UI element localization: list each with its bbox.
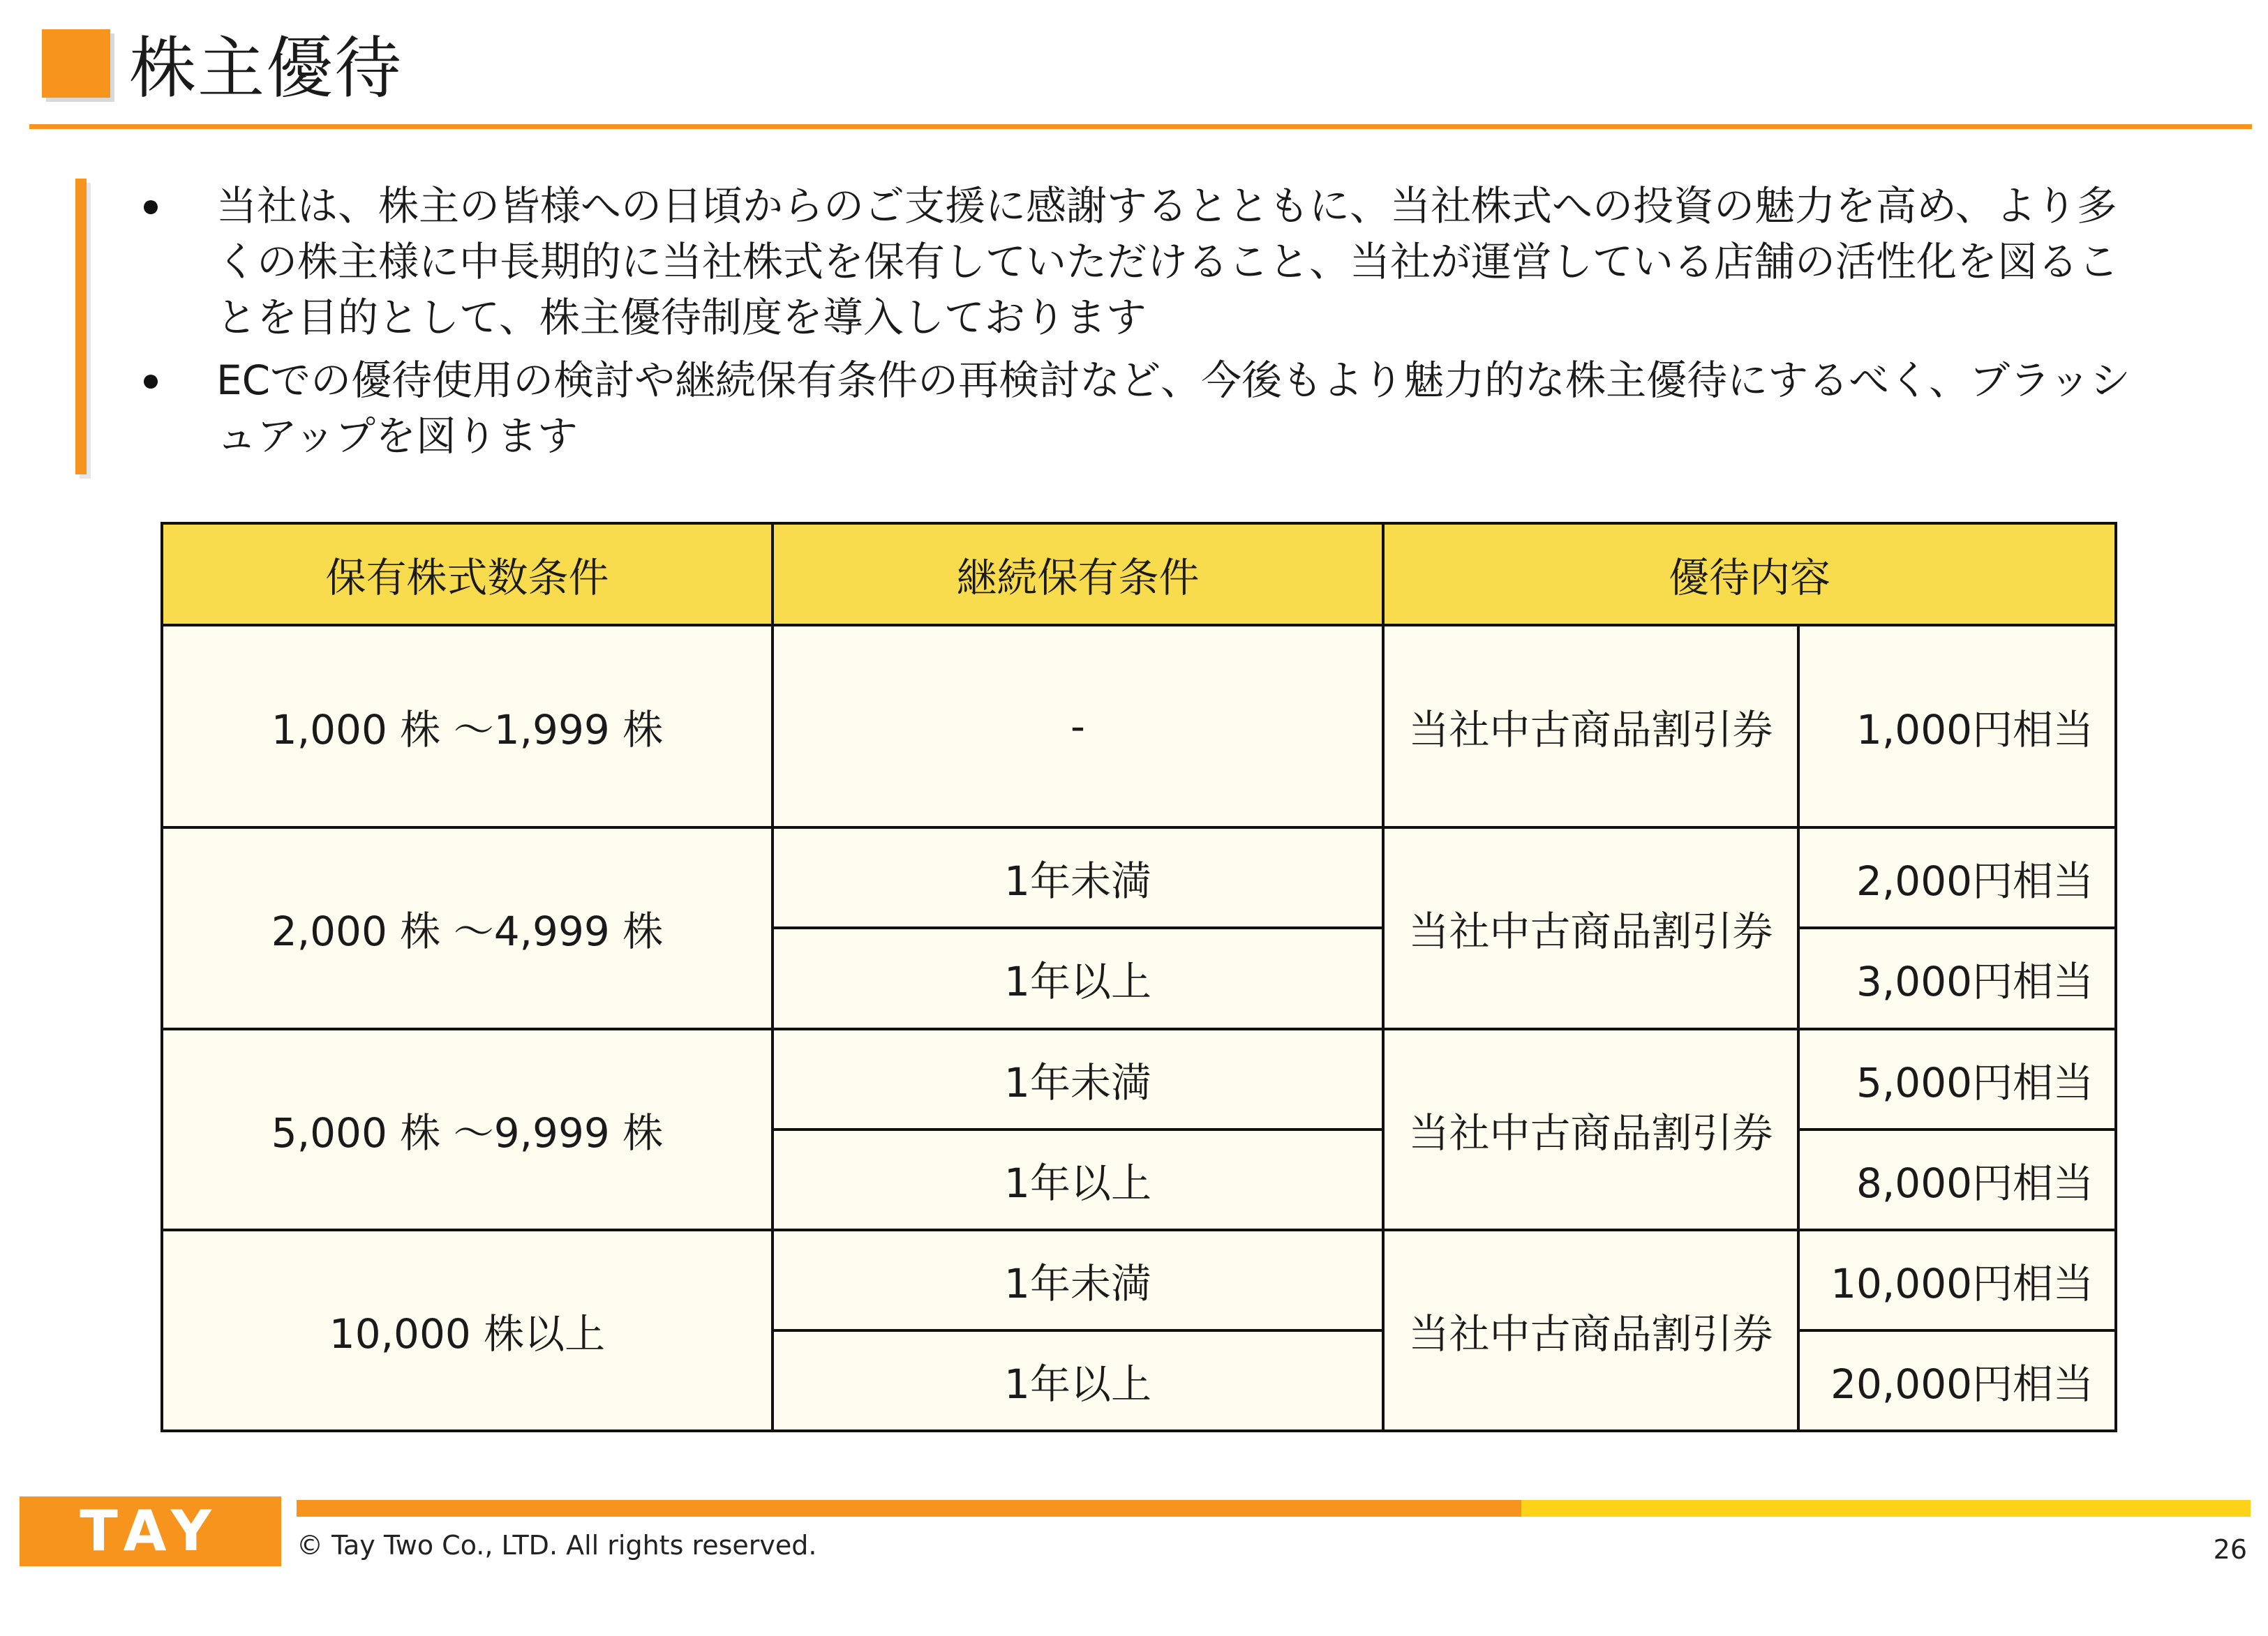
coupon-cell: 当社中古商品割引券 (1383, 827, 1798, 1028)
coupon-cell: 当社中古商品割引券 (1383, 625, 1798, 827)
bullet-item (126, 352, 2149, 464)
bullet-text: 当社は、株主の皆様への日頃からのご支援に感謝するとともに、当社株式への投資の魅力を高め、より多くの株主様に中長期的に当社株式を保有していただけること、当社が運営している店舗の活性化を図ることを目的として、株主優待制度を導入しております (216, 182, 2119, 341)
header-share-condition: 保有株式数条件 (162, 523, 773, 625)
bullet-item (126, 178, 2149, 345)
bullet-text: ECでの優待使用の検討や継続保有条件の再検討など、今後もより魅力的な株主優待にするべく、ブラッシュアップを図ります (216, 357, 2131, 460)
bullet-dot-icon (144, 375, 158, 389)
holding-period-cell: 1年以上 (773, 1130, 1383, 1230)
holding-period-cell: 1年未満 (773, 1029, 1383, 1130)
footer-accent-bar (297, 1500, 1521, 1517)
table-row (162, 1029, 2116, 1130)
shareholder-benefit-table (161, 522, 2117, 1432)
header-holding-condition: 継続保有条件 (773, 523, 1383, 625)
amount-cell: 5,000円相当 (1798, 1029, 2116, 1130)
table-row (162, 1230, 2116, 1330)
amount-cell: 10,000円相当 (1798, 1230, 2116, 1330)
amount-cell: 3,000円相当 (1798, 928, 2116, 1028)
amount-cell: 2,000円相当 (1798, 827, 2116, 928)
coupon-cell: 当社中古商品割引券 (1383, 1029, 1798, 1230)
amount-cell: 20,000円相当 (1798, 1330, 2116, 1431)
coupon-cell: 当社中古商品割引券 (1383, 1230, 1798, 1431)
page-number: 26 (2213, 1534, 2247, 1565)
bullet-accent-bar (75, 179, 87, 474)
holding-period-cell: - (773, 625, 1383, 827)
holding-period-cell: 1年未満 (773, 827, 1383, 928)
share-range-cell: 5,000 株 ～9,999 株 (162, 1029, 773, 1230)
share-range-cell: 10,000 株以上 (162, 1230, 773, 1431)
holding-period-cell: 1年未満 (773, 1230, 1383, 1330)
title-divider (29, 124, 2252, 129)
company-logo: TAY TWO (20, 1496, 281, 1566)
holding-period-cell: 1年以上 (773, 928, 1383, 1028)
holding-period-cell: 1年以上 (773, 1330, 1383, 1431)
table-header-row (162, 523, 2116, 625)
share-range-cell: 1,000 株 ～1,999 株 (162, 625, 773, 827)
footer-accent-bar-light (1521, 1500, 2251, 1517)
header-benefit-content: 優待内容 (1383, 523, 2116, 625)
bullet-dot-icon (144, 200, 158, 214)
copyright-text: © Tay Two Co., LTD. All rights reserved. (297, 1530, 817, 1561)
page-title: 株主優待 (129, 29, 403, 107)
amount-cell: 1,000円相当 (1798, 625, 2116, 827)
bullet-list (126, 178, 2149, 471)
title-marker (42, 29, 110, 98)
table-row (162, 625, 2116, 827)
share-range-cell: 2,000 株 ～4,999 株 (162, 827, 773, 1028)
table-row (162, 827, 2116, 928)
amount-cell: 8,000円相当 (1798, 1130, 2116, 1230)
